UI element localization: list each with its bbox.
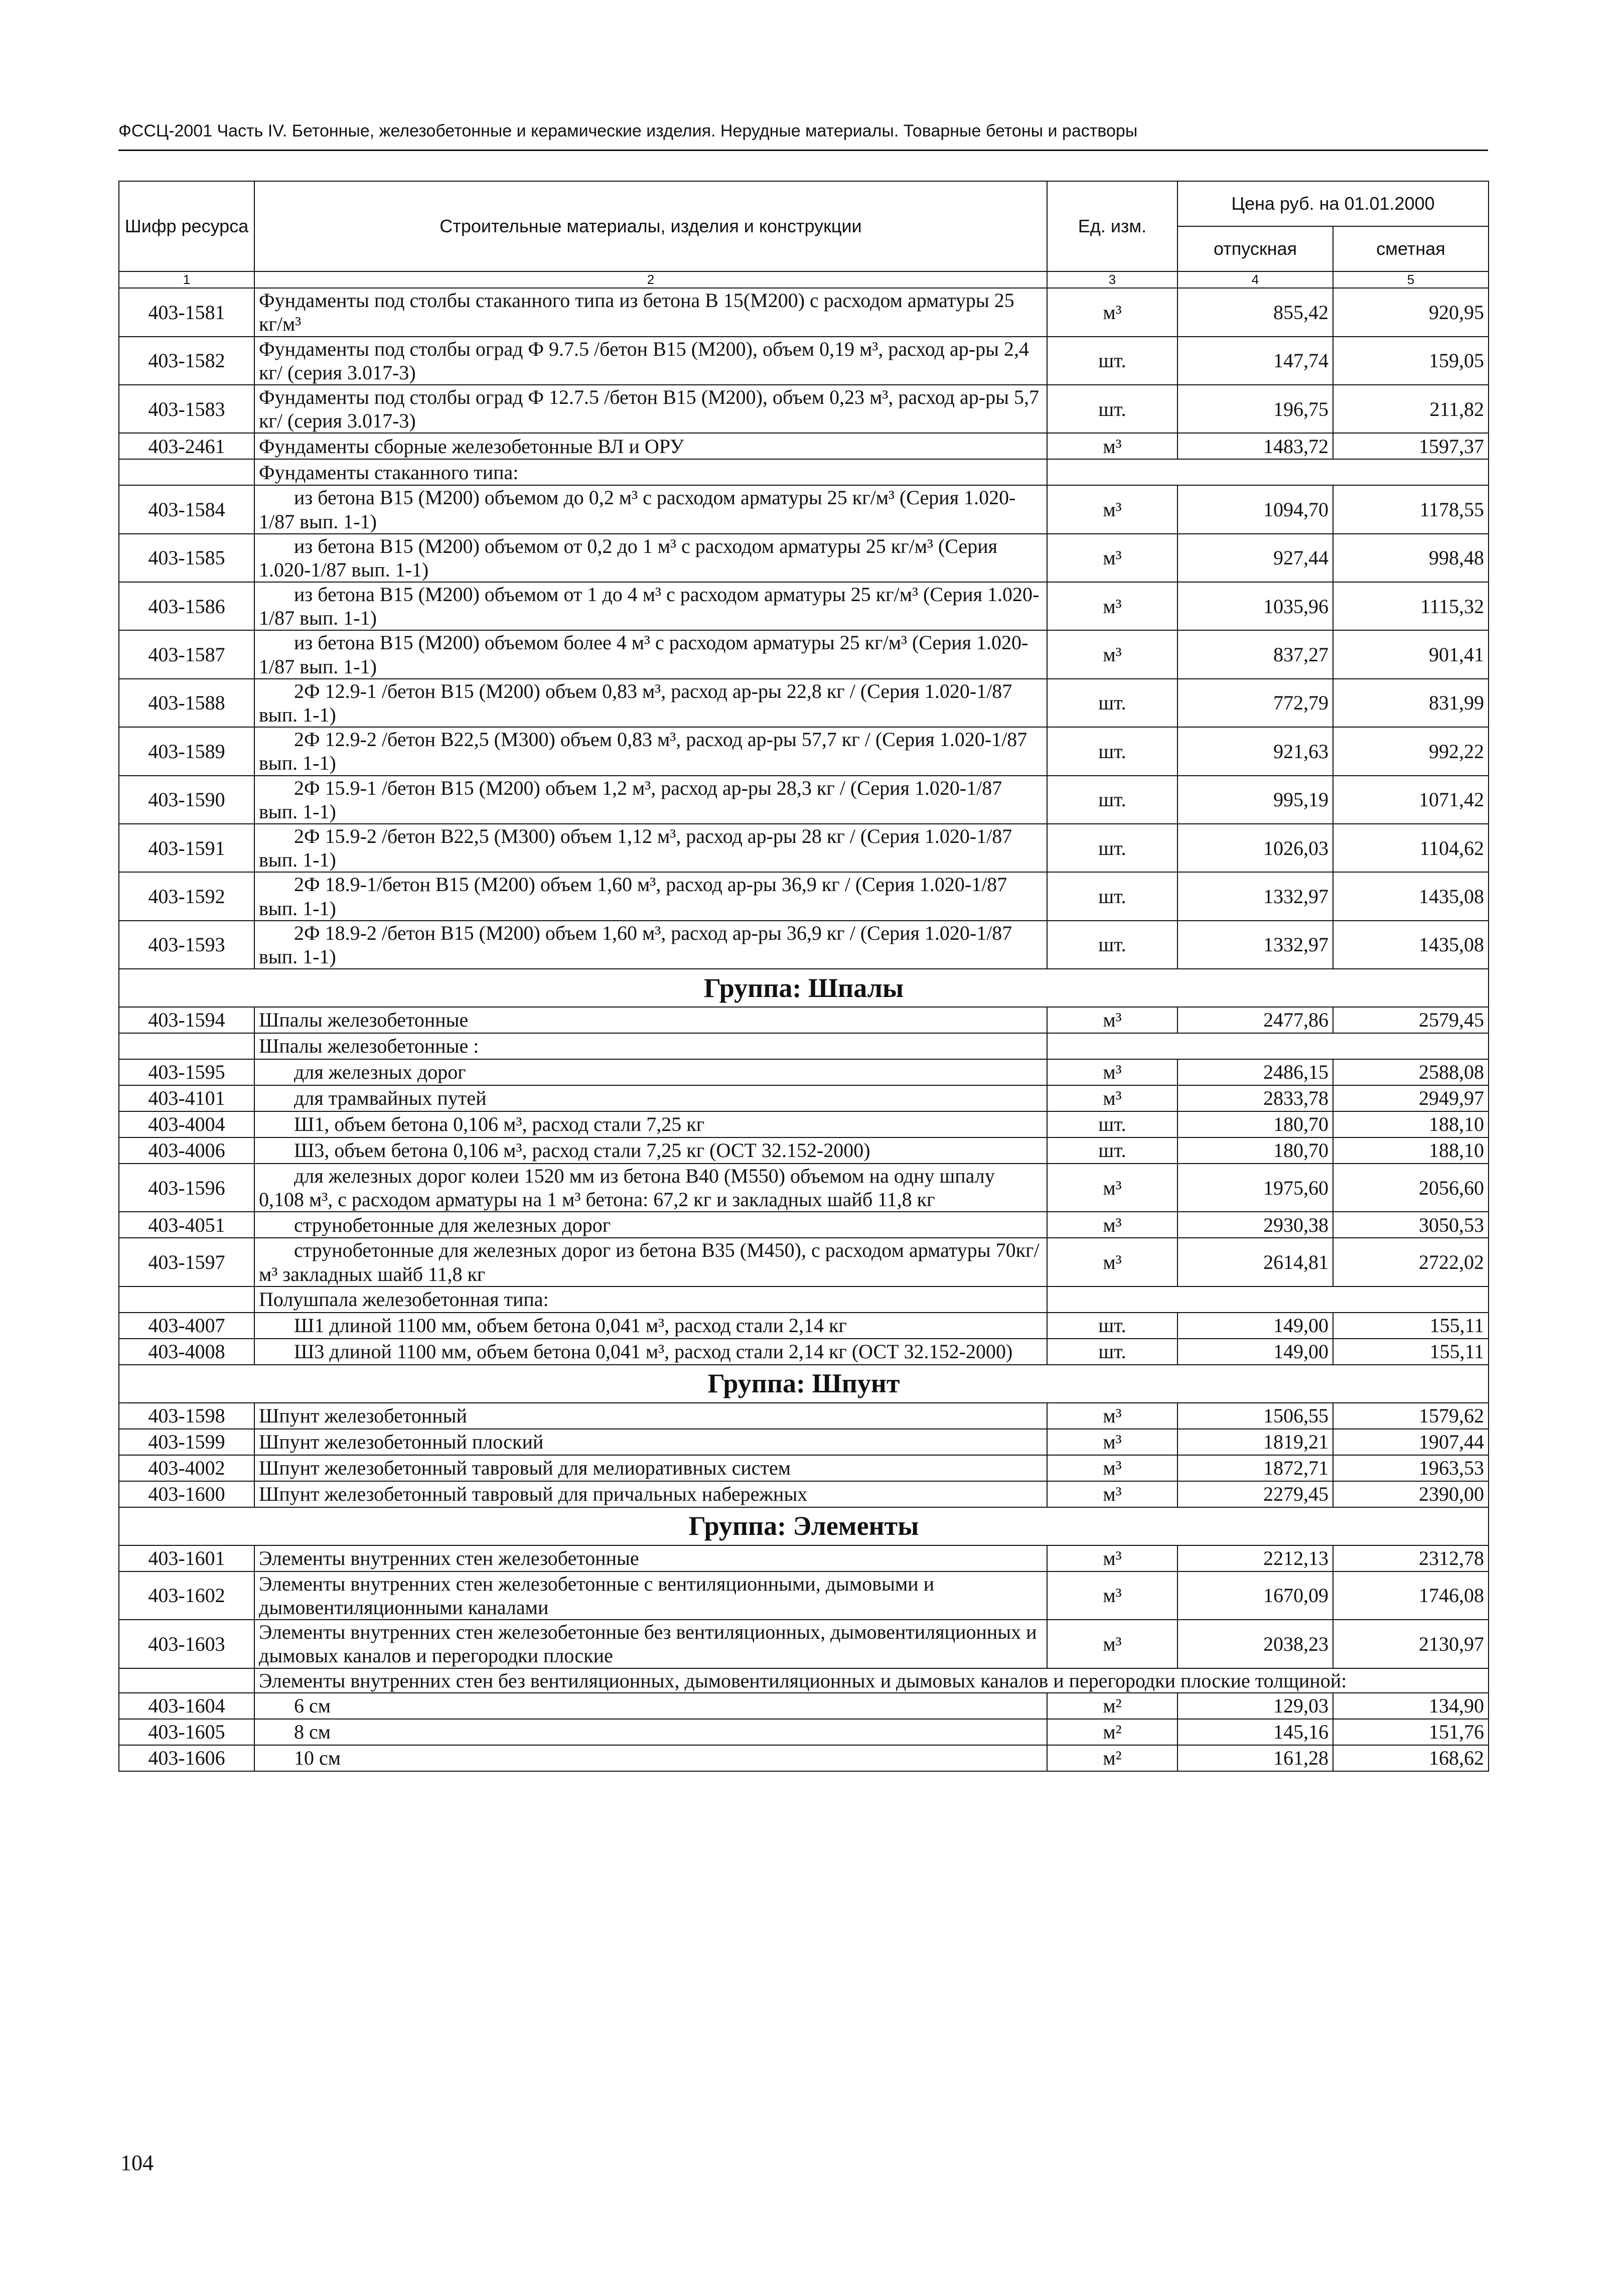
material-name: Шпунт железобетонный плоский <box>254 1429 1047 1455</box>
resource-code: 403-1589 <box>119 727 254 775</box>
estimate-price: 1963,53 <box>1333 1455 1489 1481</box>
table-row <box>119 1403 1489 1429</box>
table-row <box>119 1571 1489 1620</box>
resource-code: 403-1592 <box>119 872 254 920</box>
release-price: 855,42 <box>1177 288 1333 336</box>
release-price: 180,70 <box>1177 1137 1333 1164</box>
release-price: 147,74 <box>1177 337 1333 385</box>
table-row <box>119 1164 1489 1212</box>
estimate-price: 2722,02 <box>1333 1238 1489 1286</box>
resource-code: 403-4002 <box>119 1455 254 1481</box>
release-price: 1483,72 <box>1177 433 1333 459</box>
table-row <box>119 1620 1489 1668</box>
unit-cell: м³ <box>1047 582 1177 630</box>
price-table <box>118 181 1489 1772</box>
release-price: 1975,60 <box>1177 1164 1333 1212</box>
material-name: струнобетонные для железных дорог из бетона В35 (М450), с расходом арматуры 70кг/м³ закладных шайб 11,8 кг <box>254 1238 1047 1286</box>
table-row <box>119 630 1489 678</box>
resource-code: 403-1582 <box>119 337 254 385</box>
unit-cell: м³ <box>1047 1620 1177 1668</box>
resource-code: 403-1603 <box>119 1620 254 1668</box>
unit-cell: шт. <box>1047 727 1177 775</box>
release-price: 2486,15 <box>1177 1059 1333 1085</box>
page-header: ФССЦ-2001 Часть IV. Бетонные, железобетонные и керамические изделия. Нерудные материалы. Товарные бетоны и растворы <box>118 121 1138 140</box>
release-price: 1819,21 <box>1177 1429 1333 1455</box>
release-price: 149,00 <box>1177 1339 1333 1365</box>
material-name: Фундаменты под столбы стаканного типа из бетона В 15(М200) с расходом арматуры 25 кг/м³ <box>254 288 1047 336</box>
estimate-price: 1746,08 <box>1333 1571 1489 1620</box>
release-price: 995,19 <box>1177 776 1333 824</box>
resource-code: 403-1596 <box>119 1164 254 1212</box>
table-row <box>119 1059 1489 1085</box>
table-row <box>119 385 1489 433</box>
material-name: Ш1 длиной 1100 мм, объем бетона 0,041 м³, расход стали 2,14 кг <box>254 1313 1047 1339</box>
material-name: струнобетонные для железных дорог <box>254 1212 1047 1238</box>
release-price: 927,44 <box>1177 534 1333 582</box>
table-row <box>119 1719 1489 1745</box>
table-row <box>119 1137 1489 1164</box>
material-name: Шпунт железобетонный <box>254 1403 1047 1429</box>
table-row <box>119 1745 1489 1771</box>
table-row <box>119 921 1489 969</box>
estimate-price: 1579,62 <box>1333 1403 1489 1429</box>
col-header-price: Цена руб. на 01.01.2000 <box>1177 181 1489 226</box>
table-row <box>119 534 1489 582</box>
unit-cell: шт. <box>1047 1137 1177 1164</box>
release-price: 1332,97 <box>1177 921 1333 969</box>
unit-cell: шт. <box>1047 776 1177 824</box>
empty-cell <box>119 1033 254 1059</box>
estimate-price: 151,76 <box>1333 1719 1489 1745</box>
table-row <box>119 872 1489 920</box>
material-name: 2Ф 15.9-1 /бетон В15 (М200) объем 1,2 м³, расход ар-ры 28,3 кг / (Серия 1.020-1/87 вып. 1-1) <box>254 776 1047 824</box>
release-price: 1670,09 <box>1177 1571 1333 1620</box>
release-price: 2930,38 <box>1177 1212 1333 1238</box>
empty-cell <box>119 1286 254 1313</box>
table-row <box>119 1455 1489 1481</box>
resource-code: 403-2461 <box>119 433 254 459</box>
unit-cell: м³ <box>1047 1212 1177 1238</box>
col-header-unit: Ед. изм. <box>1047 181 1177 271</box>
estimate-price: 2588,08 <box>1333 1059 1489 1085</box>
table-row <box>119 1429 1489 1455</box>
material-name: из бетона В15 (М200) объемом от 0,2 до 1 м³ с расходом арматуры 25 кг/м³ (Серия 1.020-1/87 вып. 1-1) <box>254 534 1047 582</box>
empty-cell <box>1047 459 1489 485</box>
col-number: 4 <box>1177 271 1333 288</box>
material-name: Элементы внутренних стен железобетонные с вентиляционными, дымовыми и дымовентиляционными каналами <box>254 1571 1047 1620</box>
unit-cell: м³ <box>1047 1455 1177 1481</box>
subheading-text: Фундаменты стаканного типа: <box>254 459 1047 485</box>
table-row <box>119 337 1489 385</box>
subheading-row <box>119 1033 1489 1059</box>
table-row <box>119 582 1489 630</box>
estimate-price: 998,48 <box>1333 534 1489 582</box>
estimate-price: 2056,60 <box>1333 1164 1489 1212</box>
material-name: для трамвайных путей <box>254 1085 1047 1111</box>
release-price: 161,28 <box>1177 1745 1333 1771</box>
group-heading: Группа: Шпунт <box>119 1365 1489 1403</box>
unit-cell: м² <box>1047 1745 1177 1771</box>
material-name: 2Ф 12.9-2 /бетон В22,5 (М300) объем 0,83 м³, расход ар-ры 57,7 кг / (Серия 1.020-1/87 вып. 1-1) <box>254 727 1047 775</box>
release-price: 2038,23 <box>1177 1620 1333 1668</box>
table-row <box>119 485 1489 533</box>
material-name: Ш3 длиной 1100 мм, объем бетона 0,041 м³, расход стали 2,14 кг (ОСТ 32.152-2000) <box>254 1339 1047 1365</box>
estimate-price: 992,22 <box>1333 727 1489 775</box>
estimate-price: 134,90 <box>1333 1693 1489 1719</box>
unit-cell: шт. <box>1047 921 1177 969</box>
material-name: Ш3, объем бетона 0,106 м³, расход стали 7,25 кг (ОСТ 32.152-2000) <box>254 1137 1047 1164</box>
table-row <box>119 1085 1489 1111</box>
unit-cell: м² <box>1047 1693 1177 1719</box>
subheading-text: Полушпала железобетонная типа: <box>254 1286 1047 1313</box>
material-name: 2Ф 18.9-2 /бетон В15 (М200) объем 1,60 м³, расход ар-ры 36,9 кг / (Серия 1.020-1/87 вып. 1-1) <box>254 921 1047 969</box>
empty-cell <box>1047 1033 1489 1059</box>
col-header-name: Строительные материалы, изделия и конструкции <box>254 181 1047 271</box>
estimate-price: 3050,53 <box>1333 1212 1489 1238</box>
material-name: из бетона В15 (М200) объемом до 0,2 м³ с расходом арматуры 25 кг/м³ (Серия 1.020-1/87 вып. 1-1) <box>254 485 1047 533</box>
material-name: для железных дорог колеи 1520 мм из бетона В40 (М550) объемом на одну шпалу 0,108 м³, с расходом арматуры на 1 м³ бетона: 67,2 кг и закладных шайб 11,8 кг <box>254 1164 1047 1212</box>
unit-cell: шт. <box>1047 824 1177 872</box>
resource-code: 403-1591 <box>119 824 254 872</box>
estimate-price: 188,10 <box>1333 1111 1489 1137</box>
resource-code: 403-1600 <box>119 1481 254 1507</box>
resource-code: 403-1581 <box>119 288 254 336</box>
col-number: 3 <box>1047 271 1177 288</box>
unit-cell: м³ <box>1047 485 1177 533</box>
estimate-price: 1435,08 <box>1333 921 1489 969</box>
release-price: 180,70 <box>1177 1111 1333 1137</box>
empty-cell <box>1047 1286 1489 1313</box>
estimate-price: 1907,44 <box>1333 1429 1489 1455</box>
material-name: Фундаменты под столбы оград Ф 9.7.5 /бетон В15 (М200), объем 0,19 м³, расход ар-ры 2,4 кг/ (серия 3.017-3) <box>254 337 1047 385</box>
resource-code: 403-1602 <box>119 1571 254 1620</box>
resource-code: 403-4007 <box>119 1313 254 1339</box>
unit-cell: шт. <box>1047 1111 1177 1137</box>
estimate-price: 1178,55 <box>1333 485 1489 533</box>
table-body <box>119 288 1489 1771</box>
estimate-price: 188,10 <box>1333 1137 1489 1164</box>
material-name: Фундаменты под столбы оград Ф 12.7.5 /бетон В15 (М200), объем 0,23 м³, расход ар-ры 5,7 кг/ (серия 3.017-3) <box>254 385 1047 433</box>
estimate-price: 2130,97 <box>1333 1620 1489 1668</box>
release-price: 2833,78 <box>1177 1085 1333 1111</box>
subheading-text: Элементы внутренних стен без вентиляционных, дымовентиляционных и дымовых каналов и перегородки плоские толщиной: <box>254 1668 1489 1693</box>
release-price: 1872,71 <box>1177 1455 1333 1481</box>
release-price: 1506,55 <box>1177 1403 1333 1429</box>
unit-cell: м³ <box>1047 1085 1177 1111</box>
resource-code: 403-1605 <box>119 1719 254 1745</box>
group-row <box>119 1365 1489 1403</box>
release-price: 145,16 <box>1177 1719 1333 1745</box>
release-price: 921,63 <box>1177 727 1333 775</box>
release-price: 129,03 <box>1177 1693 1333 1719</box>
material-name: Шпунт железобетонный тавровый для мелиоративных систем <box>254 1455 1047 1481</box>
material-name: Элементы внутренних стен железобетонные <box>254 1545 1047 1571</box>
table-row <box>119 824 1489 872</box>
unit-cell: шт. <box>1047 1339 1177 1365</box>
resource-code: 403-1583 <box>119 385 254 433</box>
empty-cell <box>119 1668 254 1693</box>
release-price: 2212,13 <box>1177 1545 1333 1571</box>
col-number: 2 <box>254 271 1047 288</box>
material-name: Фундаменты сборные железобетонные ВЛ и ОРУ <box>254 433 1047 459</box>
release-price: 1026,03 <box>1177 824 1333 872</box>
release-price: 196,75 <box>1177 385 1333 433</box>
material-name: из бетона В15 (М200) объемом от 1 до 4 м³ с расходом арматуры 25 кг/м³ (Серия 1.020-1/87 вып. 1-1) <box>254 582 1047 630</box>
table-row <box>119 1313 1489 1339</box>
table-row <box>119 1545 1489 1571</box>
table-row <box>119 1212 1489 1238</box>
estimate-price: 2949,97 <box>1333 1085 1489 1111</box>
table-row <box>119 1481 1489 1507</box>
resource-code: 403-1594 <box>119 1007 254 1033</box>
unit-cell: м³ <box>1047 630 1177 678</box>
subheading-row <box>119 459 1489 485</box>
subheading-row <box>119 1286 1489 1313</box>
unit-cell: м³ <box>1047 433 1177 459</box>
estimate-price: 168,62 <box>1333 1745 1489 1771</box>
unit-cell: м³ <box>1047 1059 1177 1085</box>
release-price: 1094,70 <box>1177 485 1333 533</box>
release-price: 2477,86 <box>1177 1007 1333 1033</box>
resource-code: 403-1587 <box>119 630 254 678</box>
resource-code: 403-1604 <box>119 1693 254 1719</box>
col-header-estimate: сметная <box>1333 226 1489 271</box>
material-name: Ш1, объем бетона 0,106 м³, расход стали 7,25 кг <box>254 1111 1047 1137</box>
resource-code: 403-4051 <box>119 1212 254 1238</box>
unit-cell: м³ <box>1047 1007 1177 1033</box>
resource-code: 403-1595 <box>119 1059 254 1085</box>
table-row <box>119 1007 1489 1033</box>
release-price: 149,00 <box>1177 1313 1333 1339</box>
resource-code: 403-1597 <box>119 1238 254 1286</box>
resource-code: 403-1590 <box>119 776 254 824</box>
estimate-price: 2390,00 <box>1333 1481 1489 1507</box>
estimate-price: 1435,08 <box>1333 872 1489 920</box>
material-name: Шпунт железобетонный тавровый для причальных набережных <box>254 1481 1047 1507</box>
table-row <box>119 776 1489 824</box>
estimate-price: 155,11 <box>1333 1339 1489 1365</box>
unit-cell: шт. <box>1047 872 1177 920</box>
table-row <box>119 679 1489 727</box>
resource-code: 403-1606 <box>119 1745 254 1771</box>
material-name: для железных дорог <box>254 1059 1047 1085</box>
material-name: 2Ф 15.9-2 /бетон В22,5 (М300) объем 1,12 м³, расход ар-ры 28 кг / (Серия 1.020-1/87 вып. 1-1) <box>254 824 1047 872</box>
material-name: 2Ф 18.9-1/бетон В15 (М200) объем 1,60 м³, расход ар-ры 36,9 кг / (Серия 1.020-1/87 вып. 1-1) <box>254 872 1047 920</box>
table-row <box>119 727 1489 775</box>
estimate-price: 1071,42 <box>1333 776 1489 824</box>
unit-cell: м³ <box>1047 288 1177 336</box>
unit-cell: шт. <box>1047 679 1177 727</box>
estimate-price: 1104,62 <box>1333 824 1489 872</box>
estimate-price: 2579,45 <box>1333 1007 1489 1033</box>
header-rule <box>118 150 1488 151</box>
resource-code: 403-4006 <box>119 1137 254 1164</box>
resource-code: 403-1593 <box>119 921 254 969</box>
material-name: 2Ф 12.9-1 /бетон В15 (М200) объем 0,83 м³, расход ар-ры 22,8 кг / (Серия 1.020-1/87 вып. 1-1) <box>254 679 1047 727</box>
unit-cell: м³ <box>1047 1481 1177 1507</box>
resource-code: 403-1586 <box>119 582 254 630</box>
table-row <box>119 1238 1489 1286</box>
unit-cell: м³ <box>1047 1571 1177 1620</box>
unit-cell: шт. <box>1047 385 1177 433</box>
material-name: 10 см <box>254 1745 1047 1771</box>
unit-cell: м² <box>1047 1719 1177 1745</box>
estimate-price: 155,11 <box>1333 1313 1489 1339</box>
subheading-row <box>119 1668 1489 1693</box>
estimate-price: 211,82 <box>1333 385 1489 433</box>
release-price: 772,79 <box>1177 679 1333 727</box>
estimate-price: 2312,78 <box>1333 1545 1489 1571</box>
col-number: 1 <box>119 271 254 288</box>
table-row <box>119 1111 1489 1137</box>
material-name: из бетона В15 (М200) объемом более 4 м³ с расходом арматуры 25 кг/м³ (Серия 1.020-1/87 вып. 1-1) <box>254 630 1047 678</box>
resource-code: 403-4101 <box>119 1085 254 1111</box>
table-row <box>119 433 1489 459</box>
table-row <box>119 288 1489 336</box>
release-price: 1035,96 <box>1177 582 1333 630</box>
resource-code: 403-1598 <box>119 1403 254 1429</box>
resource-code: 403-1588 <box>119 679 254 727</box>
group-heading: Группа: Элементы <box>119 1507 1489 1545</box>
table-row <box>119 1339 1489 1365</box>
resource-code: 403-1584 <box>119 485 254 533</box>
material-name: 8 см <box>254 1719 1047 1745</box>
unit-cell: м³ <box>1047 1429 1177 1455</box>
col-header-code: Шифр ресурса <box>119 181 254 271</box>
group-heading: Группа: Шпалы <box>119 969 1489 1007</box>
resource-code: 403-1585 <box>119 534 254 582</box>
unit-cell: м³ <box>1047 1545 1177 1571</box>
resource-code: 403-4008 <box>119 1339 254 1365</box>
unit-cell: м³ <box>1047 1238 1177 1286</box>
resource-code: 403-4004 <box>119 1111 254 1137</box>
material-name: 6 см <box>254 1693 1047 1719</box>
unit-cell: шт. <box>1047 337 1177 385</box>
estimate-price: 159,05 <box>1333 337 1489 385</box>
col-header-release: отпускная <box>1177 226 1333 271</box>
unit-cell: м³ <box>1047 1403 1177 1429</box>
estimate-price: 1597,37 <box>1333 433 1489 459</box>
resource-code: 403-1599 <box>119 1429 254 1455</box>
unit-cell: м³ <box>1047 1164 1177 1212</box>
group-row <box>119 969 1489 1007</box>
col-number: 5 <box>1333 271 1489 288</box>
release-price: 2279,45 <box>1177 1481 1333 1507</box>
resource-code: 403-1601 <box>119 1545 254 1571</box>
empty-cell <box>119 459 254 485</box>
page-number: 104 <box>120 2150 154 2175</box>
group-row <box>119 1507 1489 1545</box>
unit-cell: м³ <box>1047 534 1177 582</box>
unit-cell: шт. <box>1047 1313 1177 1339</box>
material-name: Шпалы железобетонные <box>254 1007 1047 1033</box>
release-price: 2614,81 <box>1177 1238 1333 1286</box>
estimate-price: 1115,32 <box>1333 582 1489 630</box>
release-price: 837,27 <box>1177 630 1333 678</box>
release-price: 1332,97 <box>1177 872 1333 920</box>
subheading-text: Шпалы железобетонные : <box>254 1033 1047 1059</box>
estimate-price: 901,41 <box>1333 630 1489 678</box>
estimate-price: 831,99 <box>1333 679 1489 727</box>
table-row <box>119 1693 1489 1719</box>
material-name: Элементы внутренних стен железобетонные без вентиляционных, дымовентиляционных и дымовых каналов и перегородки плоские <box>254 1620 1047 1668</box>
estimate-price: 920,95 <box>1333 288 1489 336</box>
